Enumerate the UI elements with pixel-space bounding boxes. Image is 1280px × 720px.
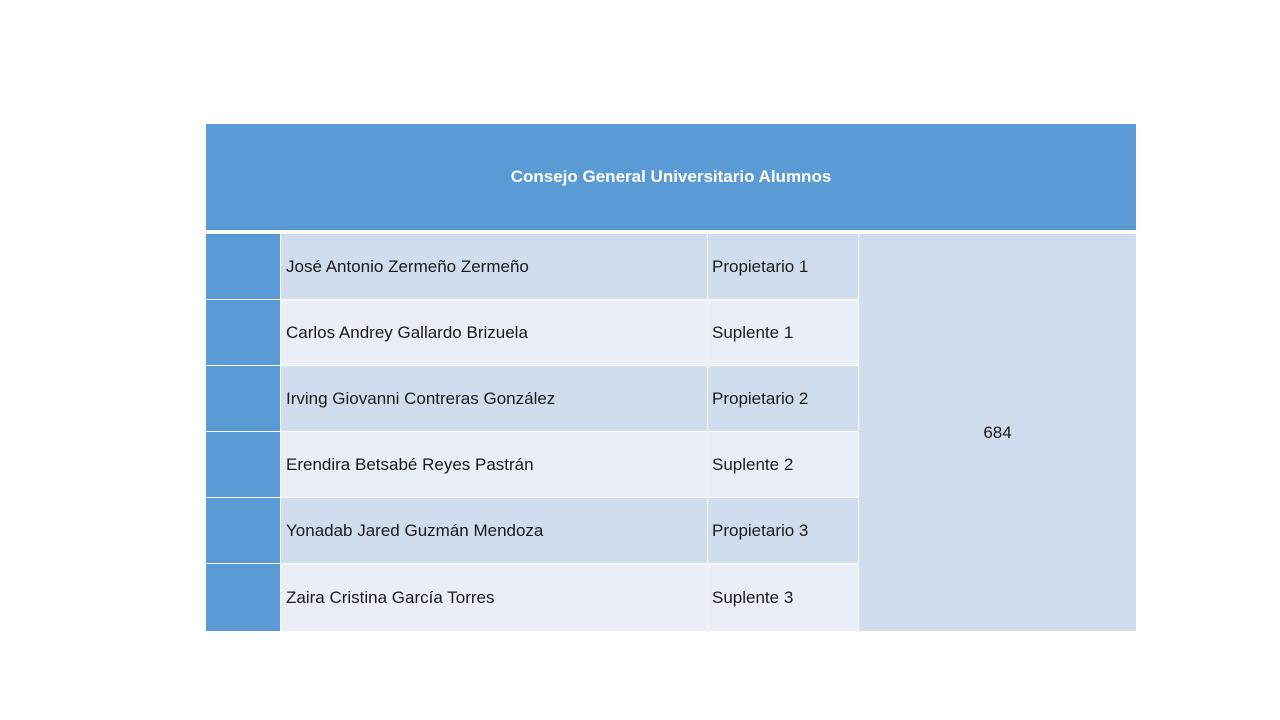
table-row [206,432,858,498]
member-role: Propietario 2 [708,366,858,431]
table-body [206,234,858,631]
row-marker-cell [206,234,280,299]
member-name: Carlos Andrey Gallardo Brizuela [281,300,707,365]
vote-total: 684 [983,422,1012,442]
table-row [206,564,858,631]
row-marker-cell [206,498,280,563]
member-name: Erendira Betsabé Reyes Pastrán [281,432,707,497]
member-name: Irving Giovanni Contreras González [281,366,707,431]
row-marker-cell [206,300,280,365]
vote-total-cell [859,234,1136,631]
table-row [206,498,858,564]
member-role: Propietario 3 [708,498,858,563]
table-row [206,366,858,432]
member-name: Zaira Cristina García Torres [281,564,707,631]
row-marker-cell [206,564,280,631]
member-name: Yonadab Jared Guzmán Mendoza [281,498,707,563]
member-role: Suplente 3 [708,564,858,631]
member-role: Propietario 1 [708,234,858,299]
table-title: Consejo General Universitario Alumnos [510,167,832,186]
table-row [206,234,858,300]
member-role: Suplente 2 [708,432,858,497]
member-role: Suplente 1 [708,300,858,365]
council-table [206,124,1136,631]
row-marker-cell [206,366,280,431]
table-row [206,300,858,366]
row-marker-cell [206,432,280,497]
table-header [206,124,1136,230]
member-name: José Antonio Zermeño Zermeño [281,234,707,299]
